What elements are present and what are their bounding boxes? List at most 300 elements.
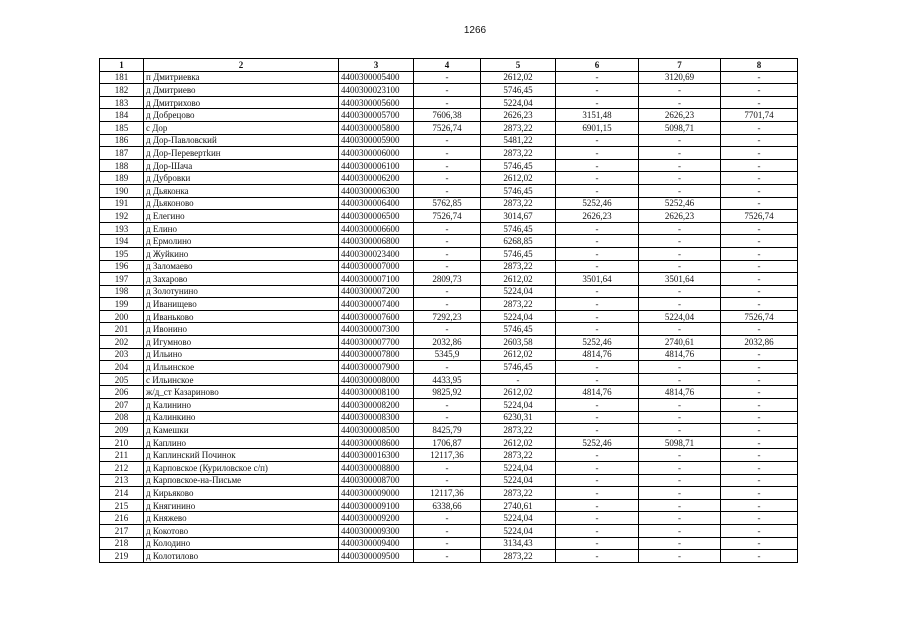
col6-value-cell: - — [556, 285, 639, 298]
col6-value-cell: 5252,46 — [556, 436, 639, 449]
code-cell: 4400300007300 — [339, 323, 414, 336]
col7-value-cell: - — [639, 512, 721, 525]
settlement-name-cell: д Княжево — [144, 512, 339, 525]
col4-value-cell: 2032,86 — [414, 336, 481, 349]
header-row — [100, 59, 798, 72]
settlement-name-cell: д Заломаево — [144, 260, 339, 273]
col8-value-cell: - — [721, 260, 798, 273]
table-row — [100, 172, 798, 185]
col6-value-cell: - — [556, 399, 639, 412]
col7-value-cell: - — [639, 373, 721, 386]
col8-value-cell: 2032,86 — [721, 336, 798, 349]
col8-value-cell: - — [721, 462, 798, 475]
col5-value-cell: 6268,85 — [481, 235, 556, 248]
col8-value-cell: - — [721, 361, 798, 374]
col7-value-cell: 3120,69 — [639, 71, 721, 84]
code-cell: 4400300008800 — [339, 462, 414, 475]
table-row — [100, 96, 798, 109]
col4-value-cell: - — [414, 147, 481, 160]
col7-value-cell: - — [639, 147, 721, 160]
row-number-cell: 212 — [100, 462, 144, 475]
table-row — [100, 462, 798, 475]
col7-value-cell: - — [639, 499, 721, 512]
col6-value-cell: - — [556, 449, 639, 462]
code-cell: 4400300006200 — [339, 172, 414, 185]
code-cell: 4400300008200 — [339, 399, 414, 412]
col5-value-cell: 2603,58 — [481, 336, 556, 349]
col7-value-cell: - — [639, 487, 721, 500]
col5-value-cell: 5746,45 — [481, 361, 556, 374]
col7-value-cell: 5098,71 — [639, 436, 721, 449]
col5-value-cell: 2612,02 — [481, 348, 556, 361]
row-number-cell: 209 — [100, 424, 144, 437]
col8-value-cell: 7701,74 — [721, 109, 798, 122]
col4-value-cell: - — [414, 524, 481, 537]
col8-value-cell: - — [721, 424, 798, 437]
row-number-cell: 199 — [100, 298, 144, 311]
col4-value-cell: 12117,36 — [414, 487, 481, 500]
col7-value-cell: 4814,76 — [639, 348, 721, 361]
code-cell: 4400300008600 — [339, 436, 414, 449]
row-number-cell: 194 — [100, 235, 144, 248]
col5-value-cell: 2873,22 — [481, 260, 556, 273]
table-row — [100, 298, 798, 311]
table-row — [100, 373, 798, 386]
col7-value-cell: - — [639, 134, 721, 147]
code-cell: 4400300006300 — [339, 184, 414, 197]
table-row — [100, 285, 798, 298]
col4-value-cell: 5762,85 — [414, 197, 481, 210]
settlement-name-cell: с Дор — [144, 121, 339, 134]
col4-value-cell: - — [414, 512, 481, 525]
col6-value-cell: - — [556, 147, 639, 160]
settlement-name-cell: д Камешки — [144, 424, 339, 437]
table-row — [100, 210, 798, 223]
col7-value-cell: - — [639, 537, 721, 550]
page-number: 1266 — [463, 25, 487, 36]
col4-value-cell: - — [414, 361, 481, 374]
table-row — [100, 499, 798, 512]
column-header-6: 6 — [556, 59, 639, 72]
col6-value-cell: - — [556, 411, 639, 424]
column-header-3: 3 — [339, 59, 414, 72]
col7-value-cell: - — [639, 247, 721, 260]
col7-value-cell: - — [639, 159, 721, 172]
row-number-cell: 207 — [100, 399, 144, 412]
col4-value-cell: - — [414, 134, 481, 147]
col8-value-cell: - — [721, 373, 798, 386]
table-row — [100, 399, 798, 412]
col5-value-cell: 5746,45 — [481, 159, 556, 172]
col7-value-cell: - — [639, 84, 721, 97]
col6-value-cell: 4814,76 — [556, 348, 639, 361]
settlement-name-cell: д Дмитриево — [144, 84, 339, 97]
code-cell: 4400300006100 — [339, 159, 414, 172]
col6-value-cell: - — [556, 462, 639, 475]
code-cell: 4400300007000 — [339, 260, 414, 273]
col8-value-cell: - — [721, 512, 798, 525]
settlement-name-cell: д Иванищево — [144, 298, 339, 311]
row-number-cell: 183 — [100, 96, 144, 109]
col7-value-cell: 2740,61 — [639, 336, 721, 349]
settlement-name-cell: д Золотунино — [144, 285, 339, 298]
col8-value-cell: - — [721, 96, 798, 109]
settlement-name-cell: п Дмитриевка — [144, 71, 339, 84]
table-row — [100, 512, 798, 525]
col7-value-cell: 3501,64 — [639, 273, 721, 286]
table-row — [100, 336, 798, 349]
col6-value-cell: - — [556, 323, 639, 336]
col4-value-cell: 12117,36 — [414, 449, 481, 462]
table-row — [100, 474, 798, 487]
col5-value-cell: 5224,04 — [481, 512, 556, 525]
table-row — [100, 273, 798, 286]
settlement-name-cell: д Каплино — [144, 436, 339, 449]
code-cell: 4400300005700 — [339, 109, 414, 122]
col7-value-cell: - — [639, 222, 721, 235]
code-cell: 4400300006500 — [339, 210, 414, 223]
col6-value-cell: 5252,46 — [556, 197, 639, 210]
col6-value-cell: - — [556, 499, 639, 512]
col4-value-cell: - — [414, 172, 481, 185]
col6-value-cell: - — [556, 373, 639, 386]
col7-value-cell: - — [639, 235, 721, 248]
col6-value-cell: - — [556, 524, 639, 537]
col4-value-cell: 7526,74 — [414, 121, 481, 134]
col6-value-cell: - — [556, 247, 639, 260]
col6-value-cell: 5252,46 — [556, 336, 639, 349]
column-header-2: 2 — [144, 59, 339, 72]
row-number-cell: 215 — [100, 499, 144, 512]
col8-value-cell: - — [721, 323, 798, 336]
col8-value-cell: - — [721, 399, 798, 412]
col5-value-cell: - — [481, 373, 556, 386]
col6-value-cell: 6901,15 — [556, 121, 639, 134]
code-cell: 4400300007400 — [339, 298, 414, 311]
col6-value-cell: - — [556, 84, 639, 97]
col4-value-cell: - — [414, 159, 481, 172]
col4-value-cell: 5345,9 — [414, 348, 481, 361]
column-header-4: 4 — [414, 59, 481, 72]
col5-value-cell: 5224,04 — [481, 96, 556, 109]
col5-value-cell: 5746,45 — [481, 323, 556, 336]
col5-value-cell: 2873,22 — [481, 424, 556, 437]
col8-value-cell: - — [721, 499, 798, 512]
code-cell: 4400300006400 — [339, 197, 414, 210]
table-row — [100, 310, 798, 323]
table-row — [100, 386, 798, 399]
col4-value-cell: 4433,95 — [414, 373, 481, 386]
col8-value-cell: - — [721, 147, 798, 160]
settlement-name-cell: ж/д_ст Казариново — [144, 386, 339, 399]
col8-value-cell: - — [721, 273, 798, 286]
table-row — [100, 348, 798, 361]
col7-value-cell: 5098,71 — [639, 121, 721, 134]
code-cell: 4400300023400 — [339, 247, 414, 260]
row-number-cell: 191 — [100, 197, 144, 210]
table-row — [100, 235, 798, 248]
table-row — [100, 323, 798, 336]
col8-value-cell: - — [721, 285, 798, 298]
code-cell: 4400300009400 — [339, 537, 414, 550]
col5-value-cell: 2873,22 — [481, 121, 556, 134]
col8-value-cell: - — [721, 235, 798, 248]
col5-value-cell: 2626,23 — [481, 109, 556, 122]
settlement-name-cell: д Карповское (Куриловское с/п) — [144, 462, 339, 475]
col7-value-cell: 4814,76 — [639, 386, 721, 399]
col7-value-cell: - — [639, 462, 721, 475]
col7-value-cell: - — [639, 285, 721, 298]
col5-value-cell: 5224,04 — [481, 462, 556, 475]
table-body — [100, 71, 798, 562]
col4-value-cell: - — [414, 285, 481, 298]
settlement-name-cell: д Ермолино — [144, 235, 339, 248]
code-cell: 4400300007200 — [339, 285, 414, 298]
row-number-cell: 214 — [100, 487, 144, 500]
col7-value-cell: - — [639, 424, 721, 437]
col6-value-cell: - — [556, 96, 639, 109]
col7-value-cell: - — [639, 474, 721, 487]
col4-value-cell: - — [414, 399, 481, 412]
col4-value-cell: 7526,74 — [414, 210, 481, 223]
col8-value-cell: - — [721, 121, 798, 134]
code-cell: 4400300005400 — [339, 71, 414, 84]
table-row — [100, 197, 798, 210]
col8-value-cell: - — [721, 524, 798, 537]
col8-value-cell: - — [721, 474, 798, 487]
table-row — [100, 487, 798, 500]
table-row — [100, 260, 798, 273]
row-number-cell: 205 — [100, 373, 144, 386]
column-header-7: 7 — [639, 59, 721, 72]
col6-value-cell: - — [556, 159, 639, 172]
settlement-name-cell: д Каплинский Починок — [144, 449, 339, 462]
settlement-name-cell: д Ивонино — [144, 323, 339, 336]
col5-value-cell: 2612,02 — [481, 172, 556, 185]
code-cell: 4400300006600 — [339, 222, 414, 235]
settlement-name-cell: д Колотилово — [144, 550, 339, 563]
table-row — [100, 84, 798, 97]
col4-value-cell: - — [414, 260, 481, 273]
settlement-name-cell: д Захарово — [144, 273, 339, 286]
settlement-name-cell: д Дор-Павловский — [144, 134, 339, 147]
col5-value-cell: 2873,22 — [481, 449, 556, 462]
col4-value-cell: 2809,73 — [414, 273, 481, 286]
col6-value-cell: - — [556, 298, 639, 311]
table-row — [100, 109, 798, 122]
col6-value-cell: - — [556, 184, 639, 197]
col7-value-cell: - — [639, 524, 721, 537]
table-row — [100, 222, 798, 235]
code-cell: 4400300023100 — [339, 84, 414, 97]
col5-value-cell: 5746,45 — [481, 247, 556, 260]
settlement-name-cell: д Карповское-на-Письме — [144, 474, 339, 487]
settlement-name-cell: д Дьяконово — [144, 197, 339, 210]
row-number-cell: 216 — [100, 512, 144, 525]
col4-value-cell: - — [414, 474, 481, 487]
col8-value-cell: - — [721, 411, 798, 424]
code-cell: 4400300009000 — [339, 487, 414, 500]
col5-value-cell: 2873,22 — [481, 147, 556, 160]
row-number-cell: 203 — [100, 348, 144, 361]
column-header-1: 1 — [100, 59, 144, 72]
col4-value-cell: - — [414, 462, 481, 475]
table-row — [100, 121, 798, 134]
col8-value-cell: 7526,74 — [721, 210, 798, 223]
col6-value-cell: 3151,48 — [556, 109, 639, 122]
row-number-cell: 213 — [100, 474, 144, 487]
col5-value-cell: 2873,22 — [481, 550, 556, 563]
row-number-cell: 218 — [100, 537, 144, 550]
col6-value-cell: - — [556, 222, 639, 235]
code-cell: 4400300005800 — [339, 121, 414, 134]
code-cell: 4400300016300 — [339, 449, 414, 462]
col4-value-cell: - — [414, 71, 481, 84]
col5-value-cell: 5481,22 — [481, 134, 556, 147]
code-cell: 4400300007800 — [339, 348, 414, 361]
col6-value-cell: - — [556, 235, 639, 248]
row-number-cell: 186 — [100, 134, 144, 147]
col4-value-cell: - — [414, 323, 481, 336]
col5-value-cell: 3014,67 — [481, 210, 556, 223]
settlement-name-cell: д Добрецово — [144, 109, 339, 122]
table-header — [100, 59, 798, 72]
column-header-5: 5 — [481, 59, 556, 72]
col7-value-cell: 5252,46 — [639, 197, 721, 210]
col5-value-cell: 6230,31 — [481, 411, 556, 424]
col5-value-cell: 2612,02 — [481, 386, 556, 399]
settlement-name-cell: д Колодино — [144, 537, 339, 550]
code-cell: 4400300006000 — [339, 147, 414, 160]
col5-value-cell: 5224,04 — [481, 474, 556, 487]
col8-value-cell: - — [721, 386, 798, 399]
col7-value-cell: - — [639, 550, 721, 563]
table-row — [100, 71, 798, 84]
col6-value-cell: - — [556, 537, 639, 550]
settlement-name-cell: с Ильинское — [144, 373, 339, 386]
col6-value-cell: - — [556, 474, 639, 487]
col6-value-cell: - — [556, 361, 639, 374]
settlement-name-cell: д Дмитрихово — [144, 96, 339, 109]
col8-value-cell: - — [721, 348, 798, 361]
col5-value-cell: 3134,43 — [481, 537, 556, 550]
col4-value-cell: 8425,79 — [414, 424, 481, 437]
row-number-cell: 193 — [100, 222, 144, 235]
col5-value-cell: 5224,04 — [481, 524, 556, 537]
col4-value-cell: - — [414, 247, 481, 260]
col5-value-cell: 2873,22 — [481, 298, 556, 311]
col6-value-cell: 4814,76 — [556, 386, 639, 399]
code-cell: 4400300009500 — [339, 550, 414, 563]
table-row — [100, 134, 798, 147]
col7-value-cell: - — [639, 449, 721, 462]
settlement-name-cell: д Дор-Шача — [144, 159, 339, 172]
row-number-cell: 204 — [100, 361, 144, 374]
col4-value-cell: 6338,66 — [414, 499, 481, 512]
table-row — [100, 449, 798, 462]
col4-value-cell: - — [414, 550, 481, 563]
settlement-name-cell: д Иваньково — [144, 310, 339, 323]
col7-value-cell: 5224,04 — [639, 310, 721, 323]
col7-value-cell: 2626,23 — [639, 210, 721, 223]
col8-value-cell: - — [721, 298, 798, 311]
table-row — [100, 524, 798, 537]
col5-value-cell: 2873,22 — [481, 197, 556, 210]
row-number-cell: 182 — [100, 84, 144, 97]
row-number-cell: 184 — [100, 109, 144, 122]
settlement-name-cell: д Дор-Перевертkин — [144, 147, 339, 160]
settlements-table — [99, 58, 798, 563]
settlement-name-cell: д Калинкино — [144, 411, 339, 424]
col8-value-cell: - — [721, 449, 798, 462]
col8-value-cell: - — [721, 436, 798, 449]
row-number-cell: 197 — [100, 273, 144, 286]
col4-value-cell: - — [414, 411, 481, 424]
settlement-name-cell: д Дубровки — [144, 172, 339, 185]
row-number-cell: 206 — [100, 386, 144, 399]
table-row — [100, 159, 798, 172]
row-number-cell: 188 — [100, 159, 144, 172]
col4-value-cell: - — [414, 235, 481, 248]
col7-value-cell: - — [639, 361, 721, 374]
code-cell: 4400300008500 — [339, 424, 414, 437]
col5-value-cell: 2873,22 — [481, 487, 556, 500]
settlement-name-cell: д Кокотово — [144, 524, 339, 537]
code-cell: 4400300007900 — [339, 361, 414, 374]
table-row — [100, 147, 798, 160]
code-cell: 4400300009200 — [339, 512, 414, 525]
table-row — [100, 411, 798, 424]
col4-value-cell: - — [414, 537, 481, 550]
col5-value-cell: 2612,02 — [481, 71, 556, 84]
col7-value-cell: - — [639, 96, 721, 109]
settlement-name-cell: д Елегино — [144, 210, 339, 223]
table-row — [100, 424, 798, 437]
col4-value-cell: 7292,23 — [414, 310, 481, 323]
row-number-cell: 219 — [100, 550, 144, 563]
row-number-cell: 196 — [100, 260, 144, 273]
col4-value-cell: - — [414, 222, 481, 235]
col5-value-cell: 2612,02 — [481, 436, 556, 449]
col4-value-cell: 7606,38 — [414, 109, 481, 122]
col8-value-cell: - — [721, 537, 798, 550]
table-row — [100, 550, 798, 563]
row-number-cell: 208 — [100, 411, 144, 424]
row-number-cell: 211 — [100, 449, 144, 462]
row-number-cell: 187 — [100, 147, 144, 160]
row-number-cell: 198 — [100, 285, 144, 298]
col8-value-cell: - — [721, 159, 798, 172]
settlement-name-cell: д Жуйкино — [144, 247, 339, 260]
code-cell: 4400300005600 — [339, 96, 414, 109]
col8-value-cell: - — [721, 134, 798, 147]
row-number-cell: 190 — [100, 184, 144, 197]
table-row — [100, 184, 798, 197]
row-number-cell: 181 — [100, 71, 144, 84]
col6-value-cell: - — [556, 512, 639, 525]
col6-value-cell: - — [556, 71, 639, 84]
col4-value-cell: - — [414, 96, 481, 109]
code-cell: 4400300008100 — [339, 386, 414, 399]
col5-value-cell: 5224,04 — [481, 285, 556, 298]
col7-value-cell: - — [639, 323, 721, 336]
col7-value-cell: - — [639, 298, 721, 311]
col7-value-cell: - — [639, 260, 721, 273]
settlement-name-cell: д Калинино — [144, 399, 339, 412]
col8-value-cell: - — [721, 184, 798, 197]
row-number-cell: 192 — [100, 210, 144, 223]
col6-value-cell: - — [556, 260, 639, 273]
